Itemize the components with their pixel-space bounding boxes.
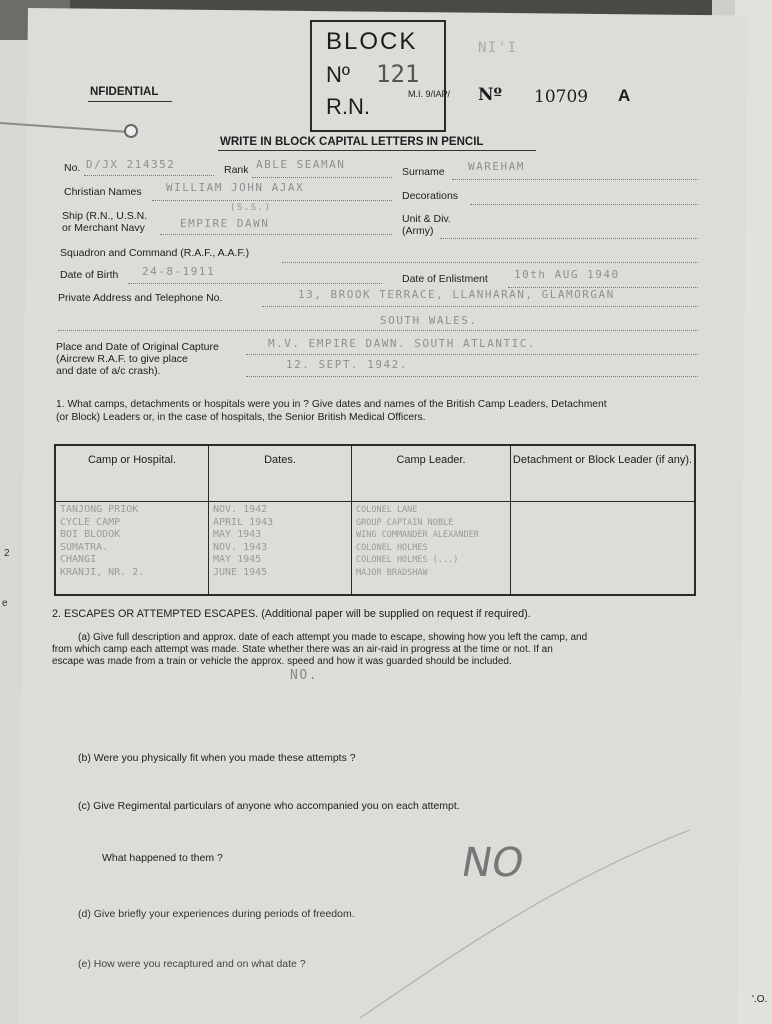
camp-leader: COLONEL HOLMES	[356, 542, 428, 553]
camp-name: TANJONG PRIOK	[60, 504, 139, 515]
camp-name: CHANGI	[60, 554, 97, 565]
ship-value: EMPIRE DAWN	[180, 217, 270, 230]
camp-date: APRIL 1943	[213, 516, 274, 528]
rank-value: ABLE SEAMAN	[256, 158, 346, 171]
q2c-answer: NO	[457, 840, 528, 886]
q2c-sub-text: What happened to them ?	[102, 852, 223, 864]
q2-heading: 2. ESCAPES OR ATTEMPTED ESCAPES. (Additional paper will be supplied on request if required).	[52, 608, 531, 620]
camp-leader: MAJOR BRADSHAW	[356, 567, 428, 578]
squadron-label: Squadron and Command (R.A.F., A.A.F.)	[60, 247, 250, 259]
capture-label-2: (Aircrew R.A.F. to give place	[56, 353, 188, 365]
camp-date: MAY 1945	[213, 554, 262, 565]
camp-name: KRANJI, NR. 2.	[60, 566, 145, 578]
christian-names-label: Christian Names	[64, 186, 142, 198]
ship-note: (S.S.)	[230, 203, 272, 213]
dob-value: 24-8-1911	[142, 265, 216, 278]
christian-names-line	[152, 200, 392, 201]
camps-table	[54, 444, 696, 596]
decorations-line	[470, 204, 698, 205]
left-edge-mark: e	[2, 598, 8, 609]
dates-cell	[209, 502, 352, 596]
camp-name: BOI BLODOK	[60, 529, 121, 540]
capture-line-1	[246, 354, 698, 355]
surname-value: WAREHAM	[468, 160, 525, 173]
q2a-text-2: from which camp each attempt was made. State whether there was an air-raid in progress at the time or not. If an	[52, 644, 553, 655]
capture-label-1: Place and Date of Original Capture	[56, 341, 219, 353]
rank-label: Rank	[224, 164, 249, 176]
camp-leader: GROUP CAPTAIN NOBLE	[356, 517, 454, 528]
ship-line	[160, 234, 392, 235]
corner-faint-mark: NI'I	[478, 40, 518, 56]
camp-leader: COLONEL HOLMES (...)	[356, 555, 459, 565]
q2a-answer: NO.	[290, 668, 318, 683]
camp-date: NOV. 1943	[213, 541, 268, 553]
col-detachment-header: Detachment or Block Leader (if any).	[511, 445, 696, 502]
address-line-1	[262, 306, 698, 307]
classification: NFIDENTIAL	[90, 86, 159, 98]
q2c-text: (c) Give Regimental particulars of anyone who accompanied you on each attempt.	[78, 800, 460, 812]
detachment-cell	[511, 502, 696, 596]
stamp-no-label: Nº	[326, 62, 350, 87]
enlistment-label: Date of Enlistment	[402, 273, 488, 285]
q2a-text-3: escape was made from a train or vehicle the approx. speed and how it was guarded should be included.	[52, 656, 512, 667]
camp-leader: COLONEL LANE	[356, 505, 418, 515]
dob-label: Date of Birth	[60, 269, 119, 281]
unit-label-1: Unit & Div.	[402, 213, 451, 225]
stamp-block: BLOCK	[326, 28, 418, 55]
q2a-text-1: (a) Give full description and approx. date of each attempt you made to escape, showing how you left the camp, and	[78, 632, 588, 643]
camp-name: SUMATRA.	[60, 541, 109, 553]
address-label: Private Address and Telephone No.	[58, 292, 223, 304]
capture-value-2: 12. SEPT. 1942.	[286, 358, 408, 371]
ship-label-1: Ship (R.N., U.S.N.	[62, 210, 148, 222]
q2e-text: (e) How were you recaptured and on what date ?	[78, 958, 306, 970]
form-ref: M.I. 9/IAP/	[408, 89, 451, 99]
serial-suffix: A	[618, 86, 631, 105]
table-header-row	[55, 445, 695, 502]
no-label: No.	[64, 162, 81, 174]
no-line	[84, 175, 214, 176]
grommet	[124, 124, 138, 138]
serial-no-label: Nº	[478, 85, 503, 105]
decorations-label: Decorations	[402, 190, 459, 202]
unit-label-2: (Army)	[402, 225, 434, 237]
classification-underline	[88, 101, 172, 102]
surname-line	[452, 179, 698, 180]
q2d-text: (d) Give briefly your experiences during periods of freedom.	[78, 908, 355, 920]
rank-line	[252, 177, 392, 178]
capture-value-1: M.V. EMPIRE DAWN. SOUTH ATLANTIC.	[268, 337, 537, 350]
stamp-no-value: 121	[376, 60, 420, 88]
enlistment-value: 10th AUG 1940	[514, 268, 620, 281]
camp-date: JUNE 1945	[213, 566, 268, 578]
table-row	[55, 502, 695, 596]
col-camp-header: Camp or Hospital.	[55, 445, 209, 502]
camp-name: CYCLE CAMP	[60, 516, 121, 528]
block-stamp	[310, 20, 446, 132]
q1-text-1: 1. What camps, detachments or hospitals were you in ? Give dates and names of the British Camp Leaders, Detachment	[56, 399, 607, 410]
squadron-line	[282, 262, 698, 263]
capture-line-2	[246, 376, 698, 377]
capture-label-3: and date of a/c crash).	[56, 365, 161, 377]
camp-leader: WING COMMANDER ALEXANDER	[356, 530, 479, 540]
leaders-cell	[352, 502, 511, 596]
address-line-2	[58, 330, 698, 331]
address-value-1: 13, BROOK TERRACE, LLANHARAN, GLAMORGAN	[298, 288, 615, 301]
instruction-underline	[218, 150, 536, 151]
dob-line	[128, 283, 382, 284]
camp-date: NOV. 1942	[213, 504, 268, 515]
q2b-text: (b) Were you physically fit when you made these attempts ?	[78, 752, 356, 764]
no-value: D/JX 214352	[86, 158, 176, 171]
col-leader-header: Camp Leader.	[352, 445, 511, 502]
unit-line	[440, 238, 698, 239]
col-dates-header: Dates.	[209, 445, 352, 502]
left-edge-mark: 2	[4, 548, 10, 559]
camp-date: MAY 1943	[213, 529, 262, 540]
instruction: WRITE IN BLOCK CAPITAL LETTERS IN PENCIL	[220, 136, 484, 148]
christian-names-value: WILLIAM JOHN AJAX	[166, 181, 305, 194]
q1-text-2: (or Block) Leaders or, in the case of hospitals, the Senior British Medical Officers.	[56, 412, 426, 423]
ship-label-2: or Merchant Navy	[62, 222, 145, 234]
edge-fragment: '.O.	[752, 994, 768, 1005]
serial-number: 10709	[534, 87, 589, 107]
address-value-2: SOUTH WALES.	[380, 314, 478, 327]
surname-label: Surname	[402, 166, 445, 178]
camps-cell	[55, 502, 209, 596]
stamp-service: R.N.	[326, 94, 370, 119]
